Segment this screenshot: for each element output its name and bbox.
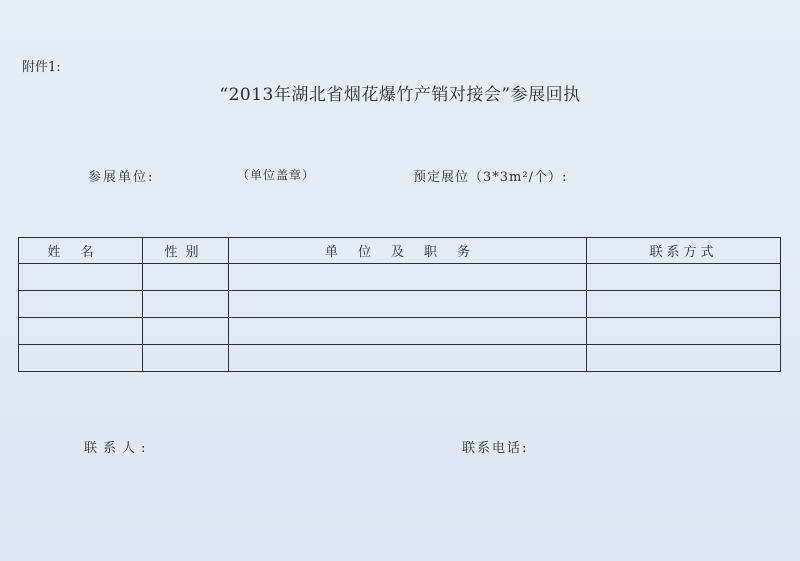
header-gender: 性别	[143, 238, 229, 264]
table-row	[19, 264, 781, 291]
cell-name[interactable]	[19, 291, 143, 318]
header-name: 姓名	[19, 238, 143, 264]
cell-unit-position[interactable]	[229, 264, 587, 291]
table-header-row	[19, 238, 781, 264]
header-unit-position: 单位及职务	[229, 238, 587, 264]
booth-reservation-label: 预定展位（3*3m²/个）:	[413, 170, 568, 185]
contact-person-label: 联系人:	[84, 441, 152, 456]
attendee-table	[18, 237, 781, 372]
cell-gender[interactable]	[143, 291, 229, 318]
cell-contact[interactable]	[587, 264, 781, 291]
attachment-label: 附件1:	[22, 60, 61, 75]
cell-unit-position[interactable]	[229, 318, 587, 345]
cell-contact[interactable]	[587, 345, 781, 372]
cell-name[interactable]	[19, 345, 143, 372]
stamp-hint: （单位盖章）	[237, 168, 316, 182]
cell-unit-position[interactable]	[229, 291, 587, 318]
cell-gender[interactable]	[143, 345, 229, 372]
cell-gender[interactable]	[143, 264, 229, 291]
table-row	[19, 345, 781, 372]
form-title: “2013年湖北省烟花爆竹产销对接会”参展回执	[219, 85, 581, 105]
table-row	[19, 318, 781, 345]
cell-contact[interactable]	[587, 318, 781, 345]
cell-name[interactable]	[19, 264, 143, 291]
header-contact: 联系方式	[587, 238, 781, 264]
cell-contact[interactable]	[587, 291, 781, 318]
table-row	[19, 291, 781, 318]
contact-phone-label: 联系电话:	[462, 441, 529, 456]
cell-unit-position[interactable]	[229, 345, 587, 372]
cell-gender[interactable]	[143, 318, 229, 345]
cell-name[interactable]	[19, 318, 143, 345]
exhibitor-unit-label: 参展单位:	[88, 170, 155, 185]
